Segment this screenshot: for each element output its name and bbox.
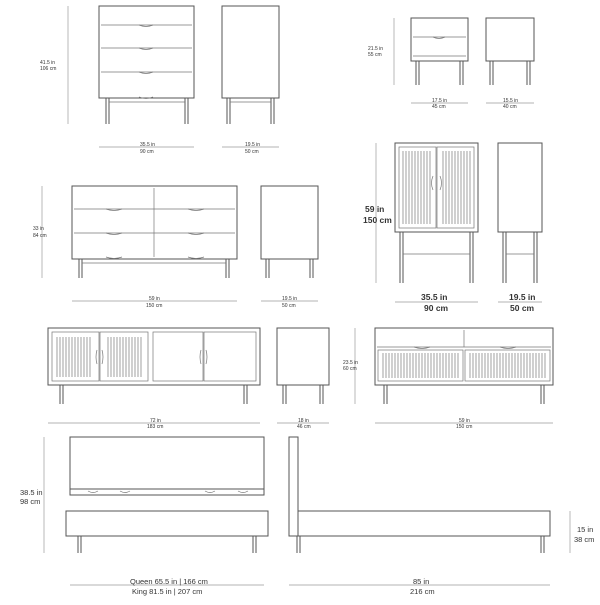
sideboard-width-in-label: 72 in: [150, 418, 161, 424]
cabinet-front: [395, 143, 478, 283]
dresser-depth-cm-label: 50 cm: [282, 303, 296, 309]
chest-front: [99, 6, 194, 124]
cabinet-height-in-label: 59 in: [365, 204, 385, 214]
media-width-cm-label: 150 cm: [456, 424, 473, 430]
chest-side: [222, 6, 279, 124]
cabinet-width-cm-label: 90 cm: [424, 303, 449, 313]
cabinet-depth-cm-label: 50 cm: [510, 303, 535, 313]
dresser-width-cm-label: 150 cm: [146, 303, 163, 309]
chest-depth-cm-label: 50 cm: [245, 149, 259, 155]
nightstand-front: [411, 18, 468, 85]
bed-width-queen-label: Queen 65.5 in | 166 cm: [130, 577, 208, 586]
nightstand-width-cm-label: 45 cm: [432, 104, 446, 110]
dresser-depth-in-label: 19.5 in: [282, 296, 298, 302]
bed-front: [66, 437, 268, 553]
nightstand-side: [486, 18, 534, 85]
dresser-height-in-label: 33 in: [33, 226, 44, 232]
bed-side: [289, 437, 550, 553]
nightstand-width-in-label: 17.5 in: [432, 98, 448, 104]
bed-length-cm-label: 216 cm: [410, 587, 435, 596]
chest-width-cm-label: 90 cm: [140, 149, 154, 155]
sideboard-side: [277, 328, 329, 404]
bed-height-cm-label: 98 cm: [20, 497, 41, 506]
sideboard-depth-cm-label: 46 cm: [297, 424, 311, 430]
bed-width-king-label: King 81.5 in | 207 cm: [132, 587, 203, 596]
nightstand-depth-cm-label: 40 cm: [503, 104, 517, 110]
media-height-in-label: 23.5 in: [343, 360, 359, 366]
media-height-cm-label: 60 cm: [343, 366, 357, 372]
nightstand-height-in-label: 21.5 in: [368, 46, 384, 52]
cabinet-height-cm-label: 150 cm: [363, 215, 392, 225]
cabinet-width-in-label: 35.5 in: [421, 292, 448, 302]
bed-rail-cm-label: 38 cm: [574, 535, 595, 544]
bed-rail-in-label: 15 in: [577, 525, 594, 534]
chest-height-cm-label: 106 cm: [40, 66, 57, 72]
media-width-in-label: 59 in: [459, 418, 470, 424]
chest-height-in-label: 41.5 in: [40, 60, 56, 66]
cabinet-side: [498, 143, 542, 283]
bed-length-in-label: 85 in: [413, 577, 430, 586]
chest-depth-in-label: 19.5 in: [245, 142, 261, 148]
bed-height-in-label: 38.5 in: [20, 488, 43, 497]
dresser-front: [72, 186, 237, 278]
dresser-height-cm-label: 84 cm: [33, 233, 47, 239]
nightstand-depth-in-label: 15.5 in: [503, 98, 519, 104]
chest-width-in-label: 35.5 in: [140, 142, 156, 148]
sideboard-width-cm-label: 183 cm: [147, 424, 164, 430]
sideboard-depth-in-label: 18 in: [298, 418, 309, 424]
dresser-width-in-label: 59 in: [149, 296, 160, 302]
dresser-side: [261, 186, 318, 278]
media-console-front: [375, 328, 553, 404]
sideboard-front: [48, 328, 260, 404]
cabinet-depth-in-label: 19.5 in: [509, 292, 536, 302]
nightstand-height-cm-label: 55 cm: [368, 52, 382, 58]
